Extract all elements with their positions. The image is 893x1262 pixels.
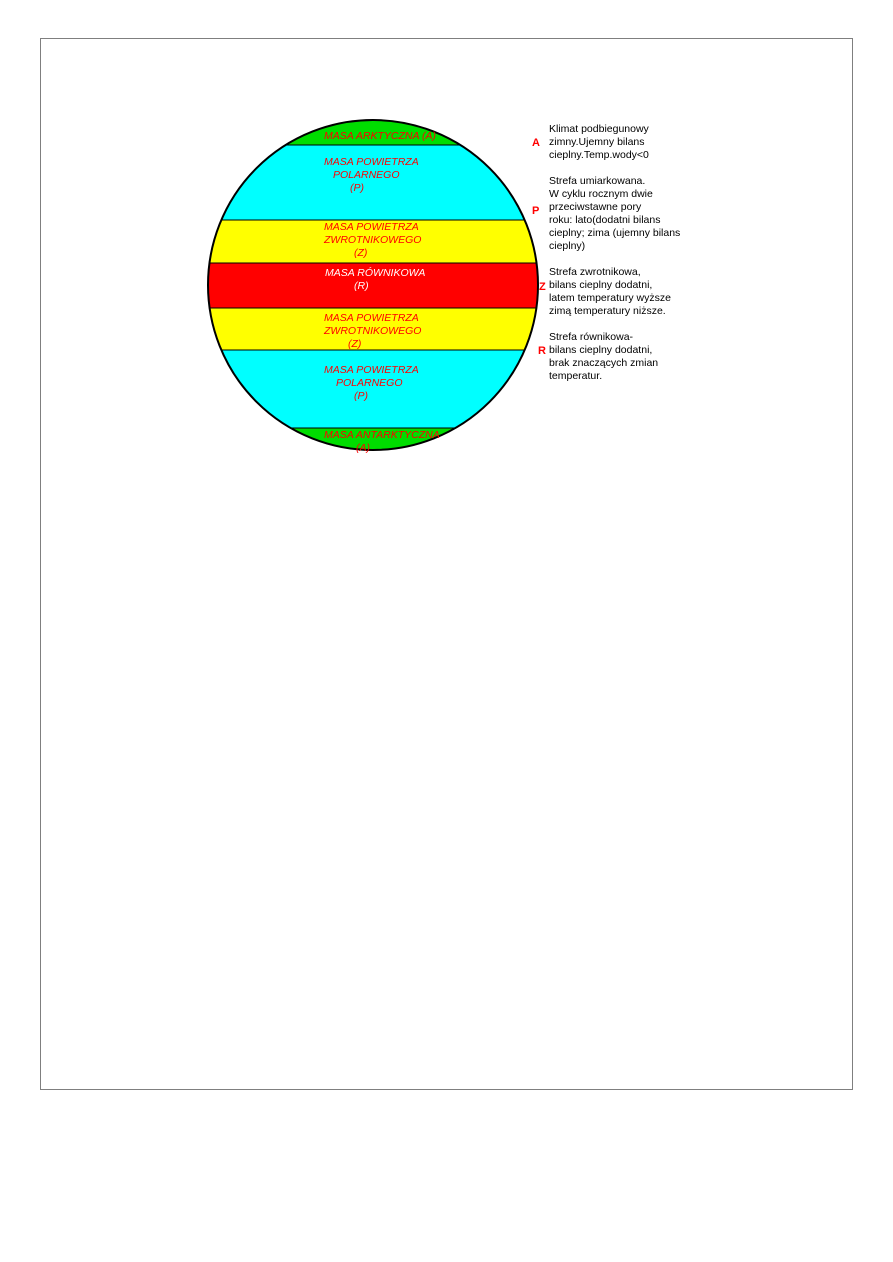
marker-p: P: [532, 205, 540, 217]
label-equatorial: MASA RÓWNIKOWA (R): [325, 267, 425, 292]
label-polar-south: MASA POWIETRZA POLARNEGO (P): [324, 364, 419, 402]
desc-a: Klimat podbiegunowy zimny.Ujemny bilans cieplny.Temp.wody<0: [549, 123, 649, 161]
marker-a: A: [532, 137, 540, 149]
band-polar-south: [200, 350, 550, 428]
marker-z: Z: [539, 281, 546, 293]
label-antarctic: MASA ANTARKTYCZNA (A): [324, 429, 440, 454]
desc-r: Strefa równikowa- bilans cieplny dodatni, brak znaczących zmian temperatur.: [549, 331, 659, 382]
label-tropical-south: MASA POWIETRZA ZWROTNIKOWEGO (Z): [324, 312, 422, 350]
label-arctic: MASA ARKTYCZNA (A): [324, 130, 437, 142]
desc-p: Strefa umiarkowana. W cyklu rocznym dwie przeciwstawne pory roku: lato(dodatni bilans cieplny; zima (ujemny bilans cieplny): [549, 175, 681, 252]
label-tropical-north: MASA POWIETRZA ZWROTNIKOWEGO (Z): [324, 221, 422, 259]
marker-r: R: [538, 345, 546, 357]
label-polar-north: MASA POWIETRZA POLARNEGO (P): [324, 156, 419, 194]
desc-z: Strefa zwrotnikowa, bilans cieplny dodatni, latem temperatury wyższe zimą temperatury niższe.: [549, 266, 671, 317]
